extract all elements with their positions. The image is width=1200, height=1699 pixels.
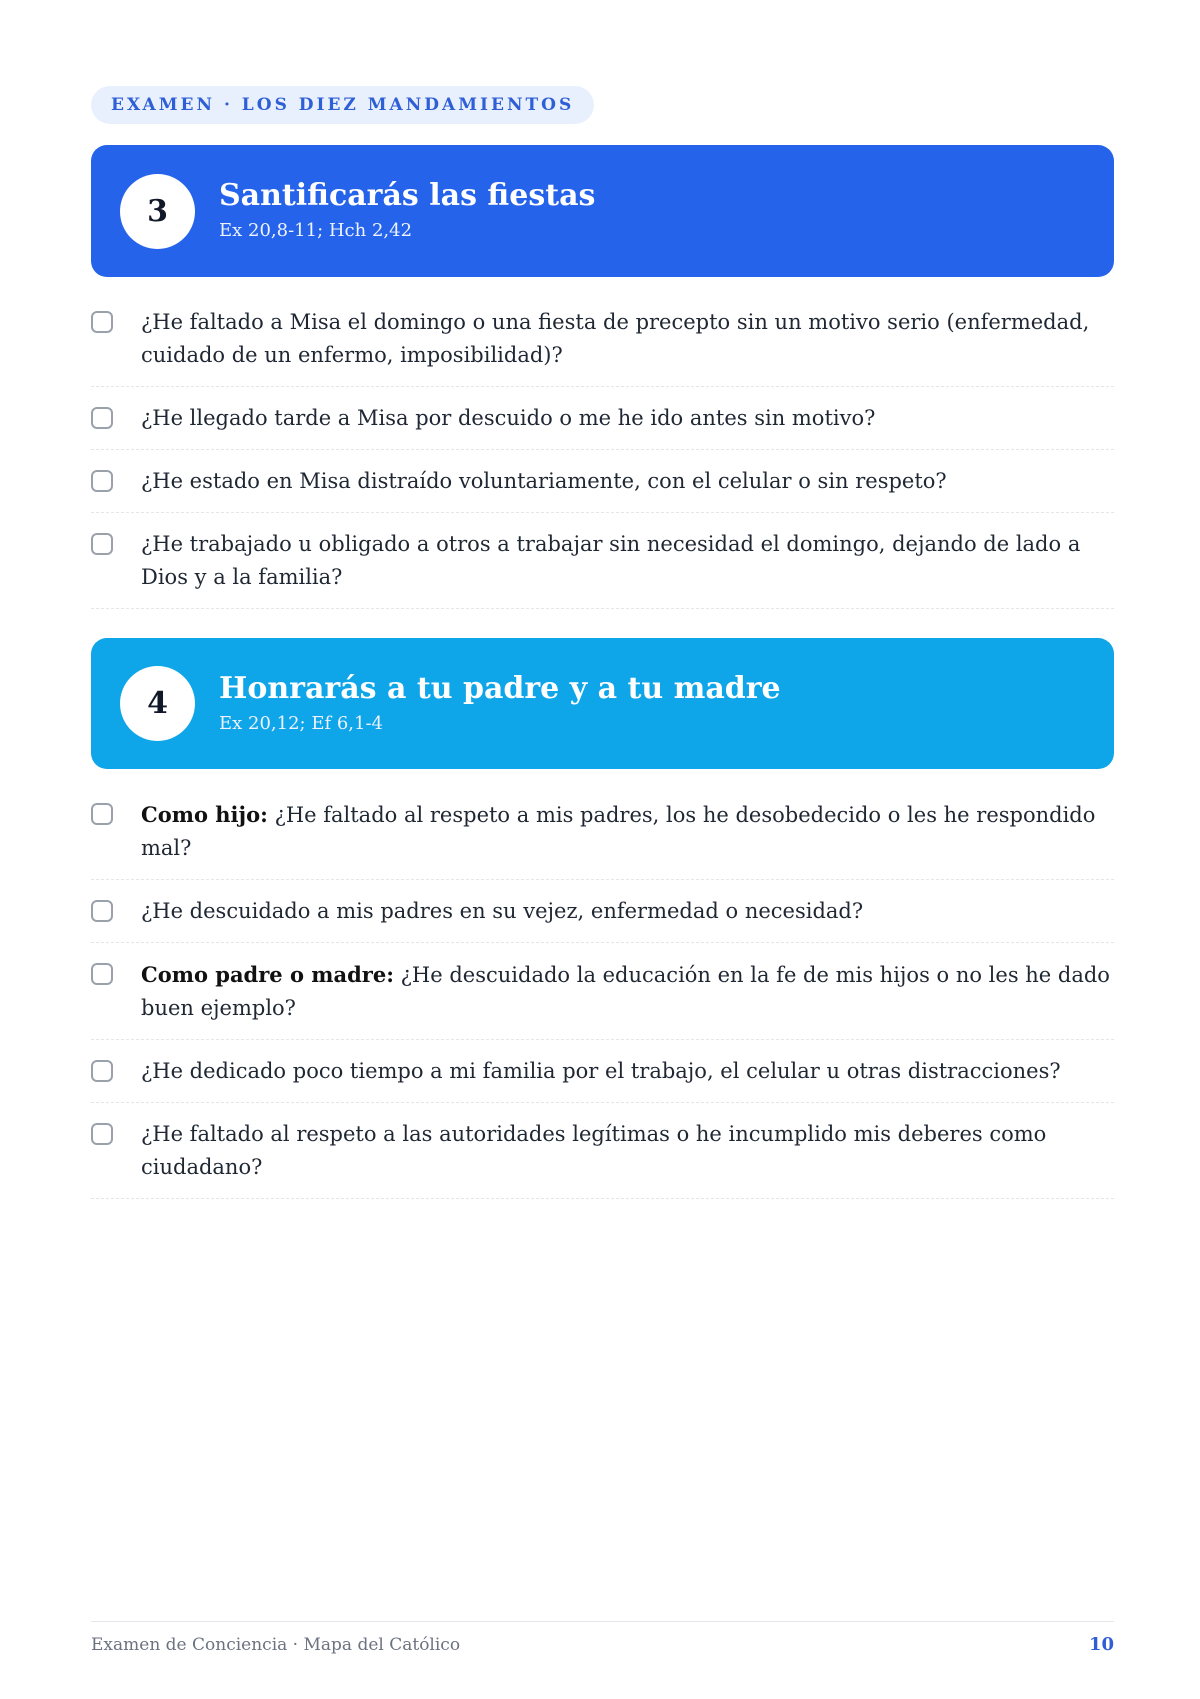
question-text: ¿He llegado tarde a Misa por descuido o me he ido antes sin motivo? bbox=[141, 406, 876, 430]
checkbox[interactable] bbox=[91, 311, 113, 333]
checkbox[interactable] bbox=[91, 803, 113, 825]
question-item[interactable] bbox=[91, 450, 1114, 513]
question-list bbox=[91, 783, 1114, 1199]
question-text: ¿He estado en Misa distraído voluntariamente, con el celular o sin respeto? bbox=[141, 469, 947, 493]
question-text: ¿He faltado al respeto a las autoridades legítimas o he incumplido mis deberes como ciudadano? bbox=[141, 1122, 1047, 1179]
page-content bbox=[91, 86, 1114, 1199]
checkbox[interactable] bbox=[91, 1123, 113, 1145]
footer-title: Examen de Conciencia · Mapa del Católico bbox=[91, 1634, 461, 1655]
checkbox[interactable] bbox=[91, 1060, 113, 1082]
commandment-heading bbox=[219, 671, 781, 737]
checkbox[interactable] bbox=[91, 900, 113, 922]
page-number: 10 bbox=[1088, 1634, 1114, 1655]
question-item[interactable] bbox=[91, 291, 1114, 387]
question-text: Como hijo: ¿He faltado al respeto a mis padres, los he desobedecido o les he respondido mal? bbox=[141, 802, 1096, 860]
question-text: ¿He dedicado poco tiempo a mi familia por el trabajo, el celular u otras distracciones? bbox=[141, 1059, 1061, 1083]
question-text: ¿He descuidado a mis padres en su vejez, enfermedad o necesidad? bbox=[141, 899, 864, 923]
commandment-reference: Ex 20,8-11; Hch 2,42 bbox=[219, 220, 413, 241]
question-item[interactable] bbox=[91, 880, 1114, 943]
question-item[interactable] bbox=[91, 783, 1114, 880]
commandment-number: 3 bbox=[120, 174, 195, 249]
commandment-title: Honrarás a tu padre y a tu madre bbox=[219, 670, 781, 706]
commandment-header-4 bbox=[91, 638, 1114, 769]
page-footer bbox=[91, 1621, 1114, 1655]
question-item[interactable] bbox=[91, 1040, 1114, 1103]
question-text: Como padre o madre: ¿He descuidado la educación en la fe de mis hijos o no les he dado buen ejemplo? bbox=[141, 962, 1110, 1020]
question-text: ¿He trabajado u obligado a otros a trabajar sin necesidad el domingo, dejando de lado a Dios y a la familia? bbox=[141, 532, 1081, 589]
question-item[interactable] bbox=[91, 387, 1114, 450]
question-item[interactable] bbox=[91, 1103, 1114, 1199]
checkbox[interactable] bbox=[91, 963, 113, 985]
commandment-number: 4 bbox=[120, 666, 195, 741]
section-tag: EXAMEN · LOS DIEZ MANDAMIENTOS bbox=[91, 86, 594, 124]
commandment-heading bbox=[219, 178, 595, 244]
question-list bbox=[91, 291, 1114, 609]
question-item[interactable] bbox=[91, 513, 1114, 609]
checkbox[interactable] bbox=[91, 533, 113, 555]
question-item[interactable] bbox=[91, 943, 1114, 1040]
commandment-title: Santificarás las fiestas bbox=[219, 178, 596, 213]
checkbox[interactable] bbox=[91, 407, 113, 429]
checkbox[interactable] bbox=[91, 470, 113, 492]
commandment-header-3 bbox=[91, 145, 1114, 277]
question-text: ¿He faltado a Misa el domingo o una fiesta de precepto sin un motivo serio (enfermedad, cuidado de un enfermo, imposibilidad)? bbox=[141, 310, 1090, 367]
question-prefix: Como hijo: bbox=[141, 802, 268, 827]
commandment-reference: Ex 20,12; Ef 6,1-4 bbox=[219, 712, 384, 734]
question-prefix: Como padre o madre: bbox=[141, 962, 394, 987]
